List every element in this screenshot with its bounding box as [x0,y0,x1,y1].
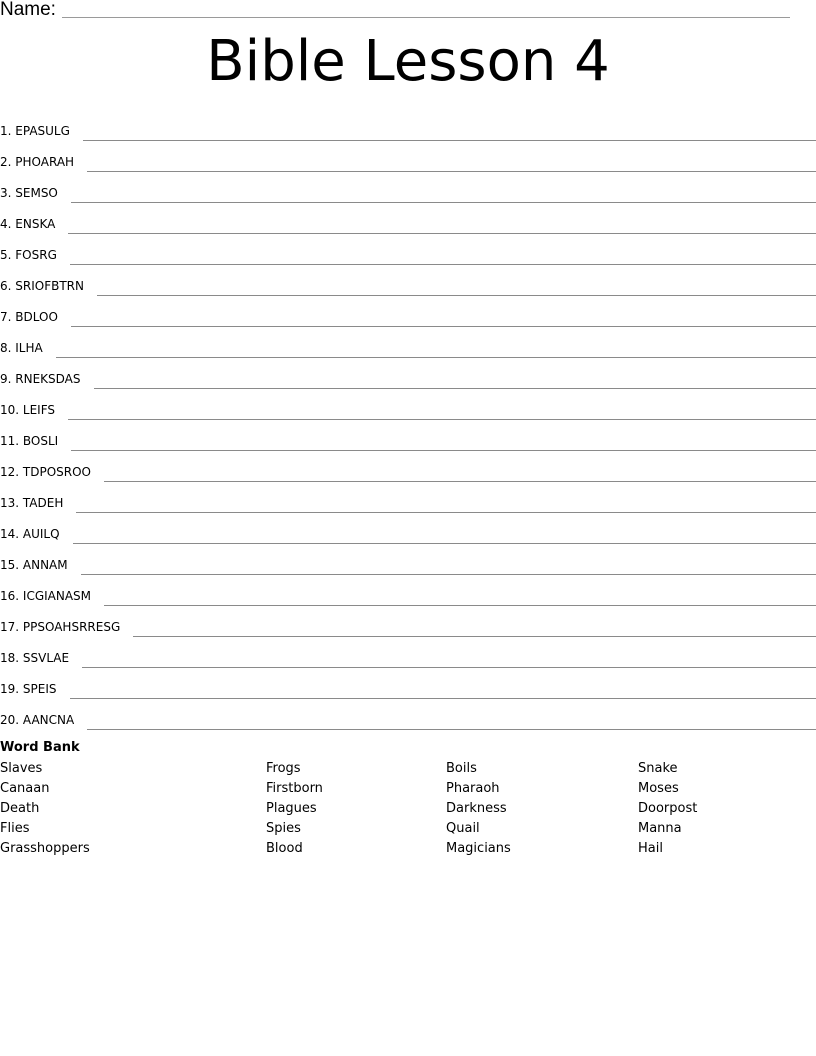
scramble-item [0,234,816,265]
scramble-item [0,482,816,513]
scramble-word: 19. SPEIS [0,682,57,696]
scramble-word: 6. SRIOFBTRN [0,279,84,293]
scramble-item [0,451,816,482]
word-bank-word: Hail [638,841,663,856]
scramble-word: 9. RNEKSDAS [0,372,81,386]
answer-line[interactable] [71,326,816,327]
word-bank-word: Plagues [266,801,317,816]
word-bank-column [446,759,511,859]
scramble-word: 4. ENSKA [0,217,56,231]
answer-line[interactable] [81,574,816,575]
scramble-item [0,203,816,234]
scramble-item [0,110,816,141]
answer-line[interactable] [83,140,816,141]
answer-line[interactable] [82,667,816,668]
word-bank-word: Spies [266,821,301,836]
scramble-word: 16. ICGIANASM [0,589,92,603]
word-bank-word: Death [0,801,40,816]
scramble-word: 3. SEMSO [0,186,58,200]
scramble-word: 12. TDPOSROO [0,465,91,479]
scramble-word: 13. TADEH [0,496,64,510]
word-bank [0,759,816,869]
scramble-item [0,575,816,606]
answer-line[interactable] [70,264,816,265]
answer-line[interactable] [104,481,816,482]
scramble-item [0,420,816,451]
answer-line[interactable] [56,357,816,358]
scramble-word: 2. PHOARAH [0,155,75,169]
word-bank-word: Frogs [266,761,301,776]
scramble-word: 20. AANCNA [0,713,75,727]
word-bank-word: Moses [638,781,679,796]
scramble-word: 5. FOSRG [0,248,57,262]
answer-line[interactable] [71,450,816,451]
answer-line[interactable] [76,512,816,513]
answer-line[interactable] [94,388,816,389]
word-bank-word: Doorpost [638,801,698,816]
scramble-word: 14. AUILQ [0,527,60,541]
scramble-item [0,668,816,699]
scramble-item [0,358,816,389]
word-bank-word: Blood [266,841,303,856]
answer-line[interactable] [87,729,816,730]
word-bank-word: Quail [446,821,480,836]
scramble-word: 15. ANNAM [0,558,68,572]
answer-line[interactable] [70,698,816,699]
scramble-item [0,699,816,730]
scramble-word: 11. BOSLI [0,434,59,448]
name-label: Name: [0,0,56,20]
scramble-word: 1. EPASULG [0,124,70,138]
scramble-word: 17. PPSOAHSRRESG [0,620,121,634]
answer-line[interactable] [71,202,816,203]
word-bank-word: Manna [638,821,682,836]
scramble-item [0,544,816,575]
answer-line[interactable] [133,636,816,637]
scramble-word: 10. LEIFS [0,403,56,417]
word-bank-column [0,759,90,859]
answer-line[interactable] [97,295,816,296]
name-blank-line[interactable] [62,17,790,18]
scramble-item [0,513,816,544]
answer-line[interactable] [73,543,816,544]
scramble-item [0,296,816,327]
word-bank-word: Flies [0,821,30,836]
scramble-word: 7. BDLOO [0,310,58,324]
word-bank-word: Grasshoppers [0,841,90,856]
answer-line[interactable] [104,605,816,606]
word-bank-word: Snake [638,761,678,776]
word-bank-column [638,759,697,859]
scramble-item [0,327,816,358]
scramble-list [0,110,816,730]
word-bank-word: Slaves [0,761,43,776]
name-field-row [0,0,790,20]
answer-line[interactable] [87,171,816,172]
answer-line[interactable] [68,233,816,234]
scramble-item [0,172,816,203]
word-bank-word: Canaan [0,781,50,796]
scramble-item [0,141,816,172]
scramble-word: 18. SSVLAE [0,651,70,665]
scramble-item [0,606,816,637]
scramble-item [0,265,816,296]
word-bank-column [266,759,323,859]
word-bank-word: Boils [446,761,477,776]
word-bank-title: Word Bank [0,740,80,755]
scramble-word: 8. ILHA [0,341,43,355]
answer-line[interactable] [68,419,816,420]
scramble-item [0,389,816,420]
scramble-item [0,637,816,668]
word-bank-word: Magicians [446,841,511,856]
word-bank-word: Pharaoh [446,781,500,796]
page-title: Bible Lesson 4 [206,29,610,94]
word-bank-word: Darkness [446,801,507,816]
word-bank-word: Firstborn [266,781,323,796]
